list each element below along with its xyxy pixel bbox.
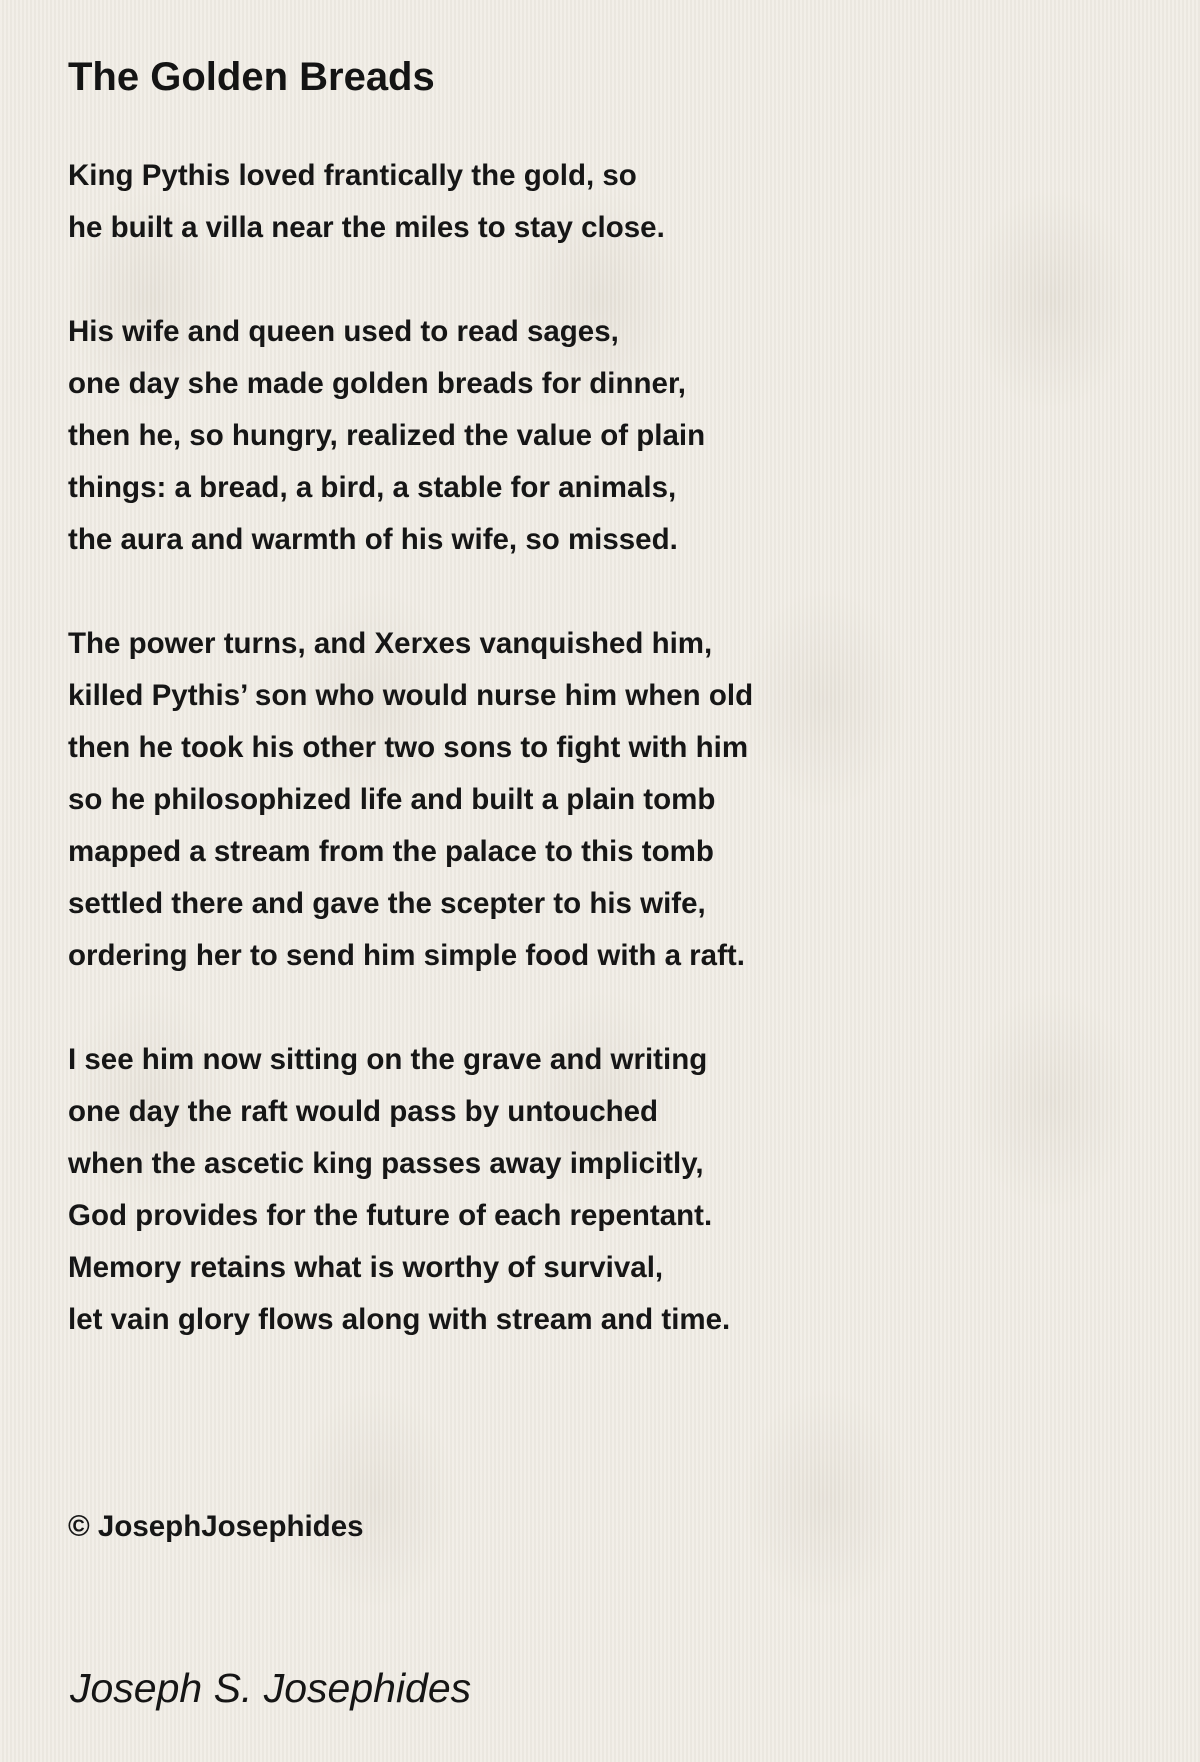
poem-line: killed Pythis’ son who would nurse him when old: [68, 679, 754, 712]
stanza: [68, 150, 753, 254]
poem-line: ordering her to send him simple food with a raft.: [68, 939, 745, 972]
poem-line: settled there and gave the scepter to his wife,: [68, 887, 706, 920]
poem-line: King Pythis loved frantically the gold, so: [68, 159, 637, 192]
poem-line: the aura and warmth of his wife, so missed.: [68, 523, 678, 556]
stanza: [68, 1034, 753, 1346]
poem-line: one day she made golden breads for dinner,: [68, 367, 687, 400]
stanza: [68, 306, 753, 566]
poem-line: when the ascetic king passes away implicitly,: [68, 1147, 704, 1180]
poem-line: so he philosophized life and built a plain tomb: [68, 783, 716, 816]
poem-line: one day the raft would pass by untouched: [68, 1095, 659, 1128]
poem-line: God provides for the future of each repentant.: [68, 1199, 713, 1232]
author-name: Joseph S. Josephides: [70, 1665, 472, 1711]
poem-line: things: a bread, a bird, a stable for animals,: [68, 471, 677, 504]
poem-line: His wife and queen used to read sages,: [68, 315, 619, 348]
stanza: [68, 618, 753, 982]
poem-line: I see him now sitting on the grave and writing: [68, 1043, 708, 1076]
copyright-notice: © JosephJosephides: [68, 1510, 364, 1543]
poem-title: The Golden Breads: [68, 55, 435, 99]
poem-line: Memory retains what is worthy of survival,: [68, 1251, 664, 1284]
poem-line: let vain glory flows along with stream and time.: [68, 1303, 731, 1336]
poem-line: then he, so hungry, realized the value of plain: [68, 419, 706, 452]
poem-line: then he took his other two sons to fight with him: [68, 731, 749, 764]
poem-line: mapped a stream from the palace to this tomb: [68, 835, 714, 868]
poem-line: The power turns, and Xerxes vanquished him,: [68, 627, 713, 660]
poem-body: [68, 150, 753, 1398]
poem-line: he built a villa near the miles to stay close.: [68, 211, 665, 244]
